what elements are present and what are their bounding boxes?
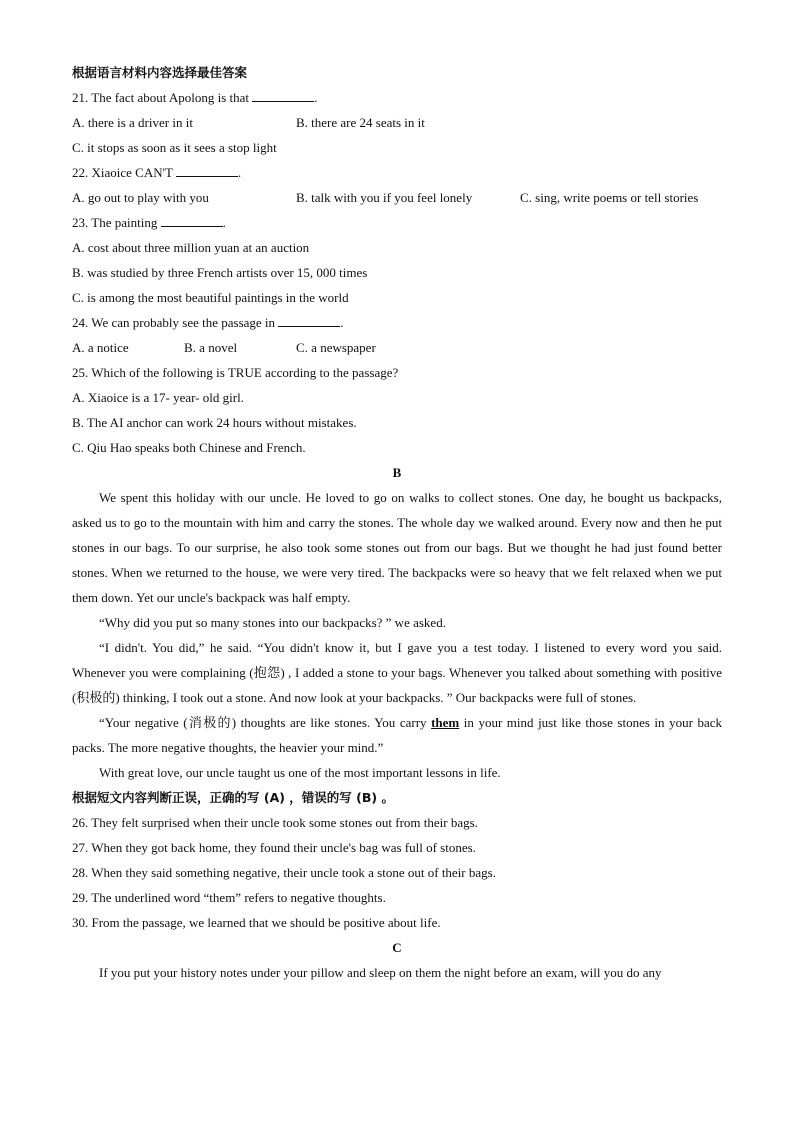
tf-question-29: 29. The underlined word “them” refers to negative thoughts.: [72, 890, 386, 905]
section-instruction-choice: 根据语言材料内容选择最佳答案: [72, 65, 248, 80]
passage-b-paragraph-4: “Your negative (消极的) thoughts are like stones. You carry them in your mind just like those stones in your back packs. The more negative thoughts, the heavier your mind.”: [72, 715, 722, 755]
tf-question-28: 28. When they said something negative, their uncle took a stone out of their bags.: [72, 865, 496, 880]
option-a: A. go out to play with you: [72, 190, 209, 205]
option-c: C. Qiu Hao speaks both Chinese and French.: [72, 440, 306, 455]
answer-blank: [161, 212, 223, 227]
answer-blank: [278, 312, 340, 327]
option-b: B. there are 24 seats in it: [296, 115, 425, 130]
passage-b-paragraph-1: We spent this holiday with our uncle. He loved to go on walks to collect stones. One day, he bought us backpacks, asked us to go to the mountain with him and carry the stones. The whole day we walked around. Every now and then he put stones in our bags. To our surprise, he also took some stones out from our bags. But we thought he had just found better stones. When we returned to the house, we were very tired. The backpacks were so heavy that we felt relaxed when we put them down. Yet our uncle's backpack was half empty.: [72, 490, 722, 605]
question-21: 21. The fact about Apolong is that .: [72, 85, 722, 110]
question-24-options: [72, 335, 722, 360]
passage-c-paragraph-1: If you put your history notes under your pillow and sleep on them the night before an exam, will you do any: [99, 965, 662, 980]
passage-b-paragraph-5: With great love, our uncle taught us one of the most important lessons in life.: [99, 765, 501, 780]
answer-blank: [176, 162, 238, 177]
tf-question-27: 27. When they got back home, they found their uncle's bag was full of stones.: [72, 840, 476, 855]
option-b: B. The AI anchor can work 24 hours without mistakes.: [72, 415, 357, 430]
passage-b-paragraph-3: “I didn't. You did,” he said. “You didn't know it, but I gave you a test today. I listened to every word you said. Whenever you were complaining (抱怨) , I added a stone to your bags. Whenever you talked about something with positive (积极的) thinking, I took out a stone. And now look at your backpacks. ” Our backpacks were full of stones.: [72, 640, 722, 705]
option-b: B. talk with you if you feel lonely: [296, 190, 473, 205]
option-b: B. was studied by three French artists over 15, 000 times: [72, 265, 368, 280]
option-c: C. a newspaper: [296, 340, 376, 355]
option-b: B. a novel: [184, 340, 238, 355]
passage-c-heading: C: [392, 940, 402, 955]
passage-b-heading: B: [392, 465, 402, 480]
tf-question-30: 30. From the passage, we learned that we should be positive about life.: [72, 915, 441, 930]
underlined-word: them: [431, 715, 460, 730]
option-a: A. cost about three million yuan at an auction: [72, 240, 310, 255]
option-a: A. Xiaoice is a 17- year- old girl.: [72, 390, 244, 405]
option-a: A. a notice: [72, 340, 129, 355]
section-instruction-true-false: 根据短文内容判断正误，正确的写 (A) ，错误的写 (B) 。: [72, 790, 394, 805]
option-a: A. there is a driver in it: [72, 115, 193, 130]
question-22-options: [72, 185, 722, 210]
tf-question-26: 26. They felt surprised when their uncle took some stones out from their bags.: [72, 815, 478, 830]
question-22: 22. Xiaoice CAN'T .: [72, 160, 722, 185]
question-24: 24. We can probably see the passage in .: [72, 310, 722, 335]
question-23: 23. The painting .: [72, 210, 722, 235]
question-21-options-ab: [72, 110, 722, 135]
option-c: C. sing, write poems or tell stories: [520, 190, 699, 205]
answer-blank: [252, 87, 314, 102]
question-25: 25. Which of the following is TRUE according to the passage?: [72, 365, 399, 380]
exam-page: [72, 60, 722, 985]
option-c: C. is among the most beautiful paintings in the world: [72, 290, 349, 305]
passage-b-paragraph-2: “Why did you put so many stones into our backpacks? ” we asked.: [99, 615, 446, 630]
option-c: C. it stops as soon as it sees a stop light: [72, 140, 277, 155]
